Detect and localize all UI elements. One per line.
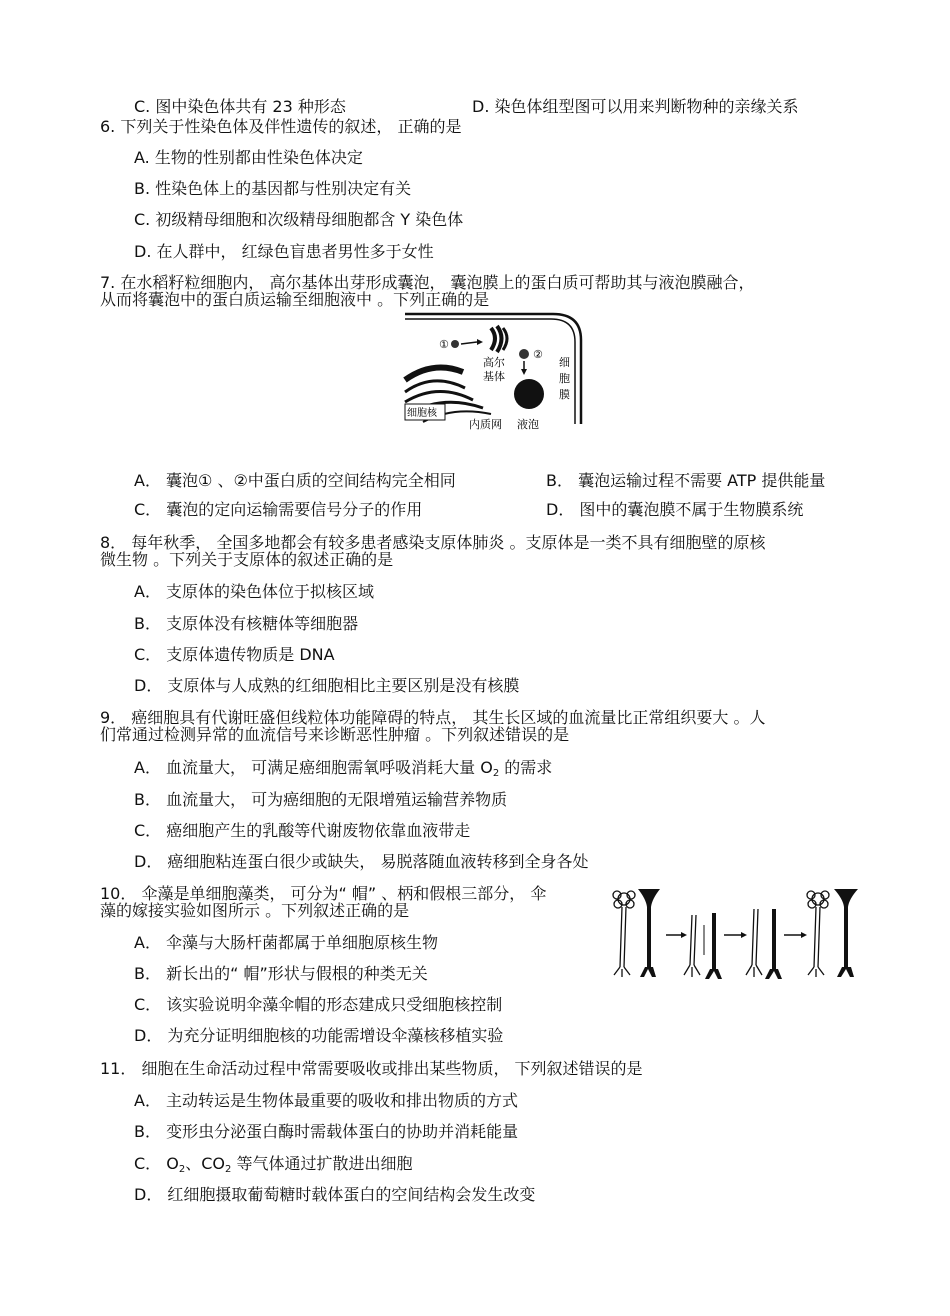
q11-option-a: A． 主动转运是生物体最重要的吸收和排出物质的方式 — [134, 1091, 519, 1110]
alga-regenerated-flower — [807, 891, 829, 977]
vacuole — [514, 379, 544, 409]
membrane-label-1: 细 — [559, 356, 570, 369]
vesicle-1-label: ① — [439, 338, 449, 351]
q11-option-c: C． $O_2$、$CO_2$ 等气体通过扩散进出细胞 — [134, 1154, 413, 1175]
q8-stem-line1: 8． 每年秋季， 全国多地都会有较多患者感染支原体肺炎 。支原体是一类不具有细胞壁的原核 — [100, 533, 766, 552]
alga-graft-2 — [712, 913, 716, 969]
q8-option-b: B． 支原体没有核糖体等细胞器 — [134, 614, 359, 633]
q6-option-c: C. 初级精母细胞和次级精母细胞都含 Y 染色体 — [134, 210, 464, 229]
q11-option-d: D． 红细胞摄取葡萄糖时载体蛋白的空间结构会发生改变 — [134, 1185, 536, 1204]
golgi-label-2: 基体 — [483, 370, 505, 383]
nucleus-label: 细胞核 — [407, 408, 437, 419]
q6-stem: 6. 下列关于性染色体及伴性遗传的叙述， 正确的是 — [100, 117, 462, 136]
q7-stem-line1: 7. 在水稻籽粒细胞内， 高尔基体出芽形成囊泡， 囊泡膜上的蛋白质可帮助其与液泡膜融合， — [100, 273, 755, 292]
q10-option-a: A． 伞藻与大肠杆菌都属于单细胞原核生物 — [134, 933, 439, 952]
golgi-apparatus — [491, 328, 495, 350]
vesicle-2-label: ② — [533, 348, 543, 361]
q7-option-a: A． 囊泡① 、②中蛋白质的空间结构完全相同 — [134, 471, 456, 490]
alga-graft-3 — [746, 909, 762, 977]
q8-option-d: D． 支原体与人成熟的红细胞相比主要区别是没有核膜 — [134, 676, 520, 695]
q10-option-c: C． 该实验说明伞藻伞帽的形态建成只受细胞核控制 — [134, 995, 503, 1014]
q10-stem-line1: 10． 伞藻是单细胞藻类， 可分为“ 帽” 、柄和假根三部分， 伞 — [100, 884, 547, 903]
vesicle-1 — [451, 340, 459, 348]
golgi-label-1: 高尔 — [483, 356, 505, 369]
q7-stem-line2: 从而将囊泡中的蛋白质运输至细胞液中 。下列正确的是 — [100, 290, 490, 309]
q5-option-d: D. 染色体组型图可以用来判断物种的亲缘关系 — [472, 97, 799, 116]
q9-option-d: D． 癌细胞粘连蛋白很少或缺失， 易脱落随血液转移到全身各处 — [134, 852, 589, 871]
alga-graft-4 — [772, 909, 776, 969]
q11-option-b: B． 变形虫分泌蛋白酶时需载体蛋白的协助并消耗能量 — [134, 1122, 519, 1141]
q7-option-c: C． 囊泡的定向运输需要信号分子的作用 — [134, 500, 423, 519]
alga-umbrella-cap-filled — [638, 889, 660, 977]
q7-option-b: B． 囊泡运输过程不需要 ATP 提供能量 — [546, 471, 826, 490]
membrane-label-3: 膜 — [559, 388, 570, 401]
q9-option-a: A． 血流量大， 可满足癌细胞需氧呼吸消耗大量 $O_2$ 的需求 — [134, 758, 553, 779]
arrow-icon-3 — [801, 932, 807, 938]
q9-stem-line2: 们常通过检测异常的血流信号来诊断恶性肿瘤 。下列叙述错误的是 — [100, 725, 570, 744]
q5-option-c: C. 图中染色体共有 23 种形态 — [134, 97, 346, 116]
membrane-label-2: 胞 — [559, 372, 570, 385]
q8-option-a: A． 支原体的染色体位于拟核区域 — [134, 582, 375, 601]
nucleus-envelope — [405, 368, 463, 381]
acetabularia-graft-figure — [608, 885, 868, 983]
alga-graft-1 — [684, 915, 700, 977]
q9-stem-line1: 9． 癌细胞具有代谢旺盛但线粒体功能障碍的特点， 其生长区域的血流量比正常组织要大 。人 — [100, 708, 766, 727]
q6-option-b: B. 性染色体上的基因都与性别决定有关 — [134, 179, 412, 198]
arrow-icon-2 — [741, 932, 747, 938]
q10-option-b: B． 新长出的“ 帽”形状与假根的种类无关 — [134, 964, 428, 983]
q9-option-b: B． 血流量大， 可为癌细胞的无限增殖运输营养物质 — [134, 790, 508, 809]
q8-option-c: C． 支原体遗传物质是 DNA — [134, 645, 335, 664]
q10-option-d: D． 为充分证明细胞核的功能需增设伞藻核移植实验 — [134, 1026, 504, 1045]
alga-flower-cap-outline — [613, 891, 635, 977]
q7-option-d: D． 图中的囊泡膜不属于生物膜系统 — [546, 500, 804, 519]
q6-option-d: D. 在人群中， 红绿色盲患者男性多于女性 — [134, 242, 434, 261]
q9-option-c: C． 癌细胞产生的乳酸等代谢废物依靠血液带走 — [134, 821, 471, 840]
er-label: 内质网 — [469, 418, 502, 431]
q8-stem-line2: 微生物 。下列关于支原体的叙述正确的是 — [100, 550, 394, 569]
arrow-icon — [681, 932, 687, 938]
vacuole-label: 液泡 — [517, 418, 539, 431]
vesicle-2 — [519, 349, 529, 359]
q11-stem: 11． 细胞在生命活动过程中常需要吸收或排出某些物质， 下列叙述错误的是 — [100, 1059, 643, 1078]
alga-regenerated-umbrella — [834, 889, 858, 977]
q6-option-a: A. 生物的性别都由性染色体决定 — [134, 148, 363, 167]
vesicle-transport-figure — [403, 310, 587, 432]
q10-stem-line2: 藻的嫁接实验如图所示 。下列叙述正确的是 — [100, 901, 410, 920]
